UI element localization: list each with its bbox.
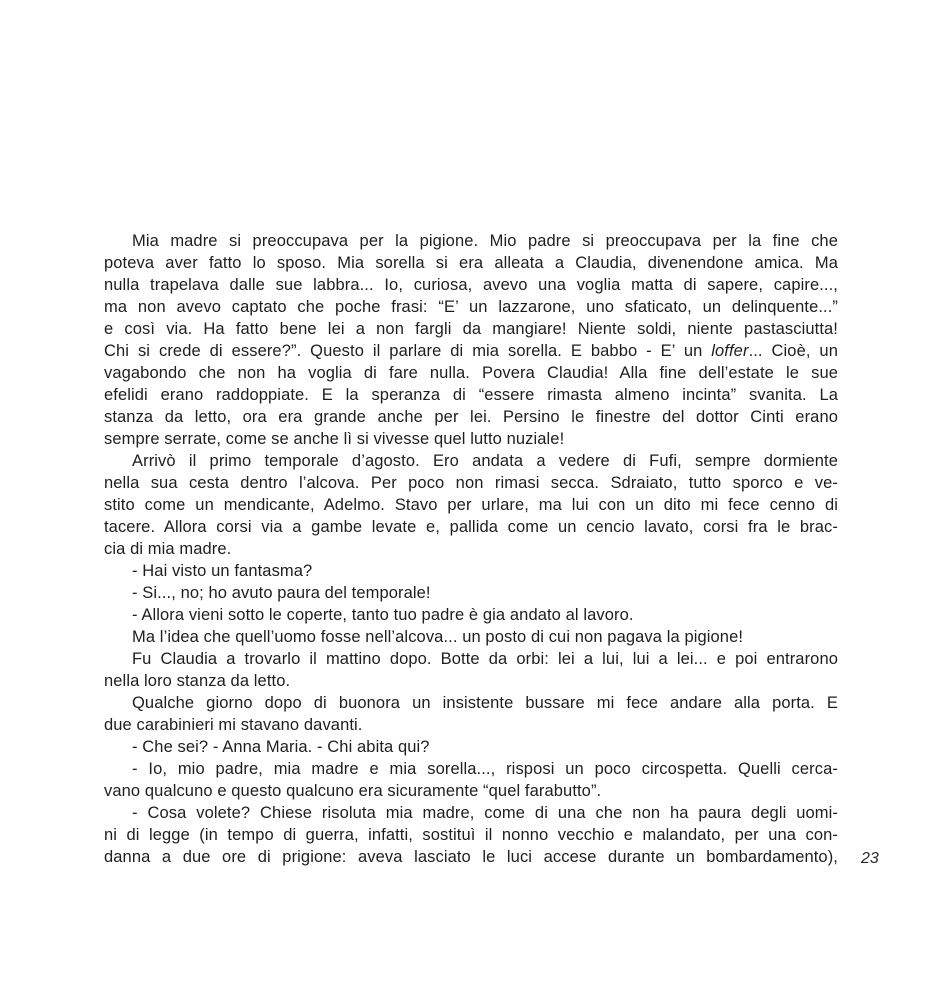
text-line: poteva aver fatto lo sposo. Mia sorella si era alleata a Claudia, divenendone amica. Ma: [104, 254, 838, 272]
text-line: nulla trapelava dalle sue labbra... Io, curiosa, avevo una voglia matta di sapere, capire...,: [104, 276, 838, 294]
text-line: stanza da letto, ora era grande anche per lei. Persino le finestre del dottor Cinti erano: [104, 408, 838, 426]
text-line: nella loro stanza da letto.: [104, 672, 291, 690]
page-text-block: [104, 230, 838, 868]
text-line: tacere. Allora corsi via a gambe levate e, pallida come un cencio lavato, corsi fra le brac-: [104, 518, 838, 536]
text-line: [104, 340, 838, 362]
text-line: - Allora vieni sotto le coperte, tanto tuo padre è gia andato al lavoro.: [132, 606, 634, 624]
paragraph: [104, 692, 838, 736]
paragraph: [104, 604, 838, 626]
text-line: efelidi erano raddoppiate. E la speranza di “essere rimasta almeno incinta” svanita. La: [104, 386, 838, 404]
text-line: Qualche giorno dopo di buonora un insistente bussare mi fece andare alla porta. E: [132, 694, 838, 712]
text-line: danna a due ore di prigione: aveva lasciato le luci accese durante un bombardamento),: [104, 848, 838, 866]
text-line: vagabondo che non ha voglia di fare nulla. Povera Claudia! Alla fine dell’estate le sue: [104, 364, 838, 382]
text-line: cia di mia madre.: [104, 540, 232, 558]
paragraph: [104, 758, 838, 802]
text-line: - Cosa volete? Chiese risoluta mia madre, come di una che non ha paura degli uomi-: [132, 804, 838, 822]
text-line: Arrivò il primo temporale d’agosto. Ero andata a vedere di Fufi, sempre dormiente: [132, 452, 838, 470]
text-line: sempre serrate, come se anche lì si vivesse quel lutto nuziale!: [104, 430, 565, 448]
text-line: - Si..., no; ho avuto paura del temporale!: [132, 584, 431, 602]
italic-word: loffer: [711, 342, 749, 360]
paragraph: [104, 648, 838, 692]
text-line: e così via. Ha fatto bene lei a non fargli da mangiare! Niente soldi, niente pastasciutta!: [104, 320, 838, 338]
paragraph: [104, 626, 838, 648]
text-segment: Chi si crede di essere?”. Questo il parlare di mia sorella. E babbo - E’ un: [104, 342, 712, 360]
page-number: 23: [861, 850, 879, 867]
text-line: vano qualcuno e questo qualcuno era sicuramente “quel farabutto”.: [104, 782, 602, 800]
paragraph: [104, 582, 838, 604]
paragraph: [104, 230, 838, 450]
paragraph: [104, 450, 838, 560]
paragraph: [104, 802, 838, 868]
text-line: ma non avevo captato che poche frasi: “E’ un lazzarone, uno sfaticato, un delinquente...”: [104, 298, 838, 316]
paragraph: [104, 560, 838, 582]
text-line: due carabinieri mi stavano davanti.: [104, 716, 363, 734]
text-line: Ma l’idea che quell’uomo fosse nell’alcova... un posto di cui non pagava la pigione!: [132, 628, 744, 646]
text-line: ni di legge (in tempo di guerra, infatti, sostituì il nonno vecchio e malandato, per una con-: [104, 826, 838, 844]
text-line: Fu Claudia a trovarlo il mattino dopo. Botte da orbi: lei a lui, lui a lei... e poi entrarono: [132, 650, 838, 668]
text-line: - Che sei? - Anna Maria. - Chi abita qui?: [132, 738, 430, 756]
text-line: nella sua cesta dentro l’alcova. Per poco non rimasi secca. Sdraiato, tutto sporco e ve-: [104, 474, 838, 492]
text-segment: ... Cioè, un: [748, 342, 838, 360]
text-line: - Io, mio padre, mia madre e mia sorella..., risposi un poco circospetta. Quelli cerca-: [132, 760, 838, 778]
text-line: stito come un mendicante, Adelmo. Stavo per urlare, ma lui con un dito mi fece cenno di: [104, 496, 838, 514]
text-line: - Hai visto un fantasma?: [132, 562, 313, 580]
text-line: Mia madre si preoccupava per la pigione. Mio padre si preoccupava per la fine che: [132, 232, 838, 250]
paragraph: [104, 736, 838, 758]
